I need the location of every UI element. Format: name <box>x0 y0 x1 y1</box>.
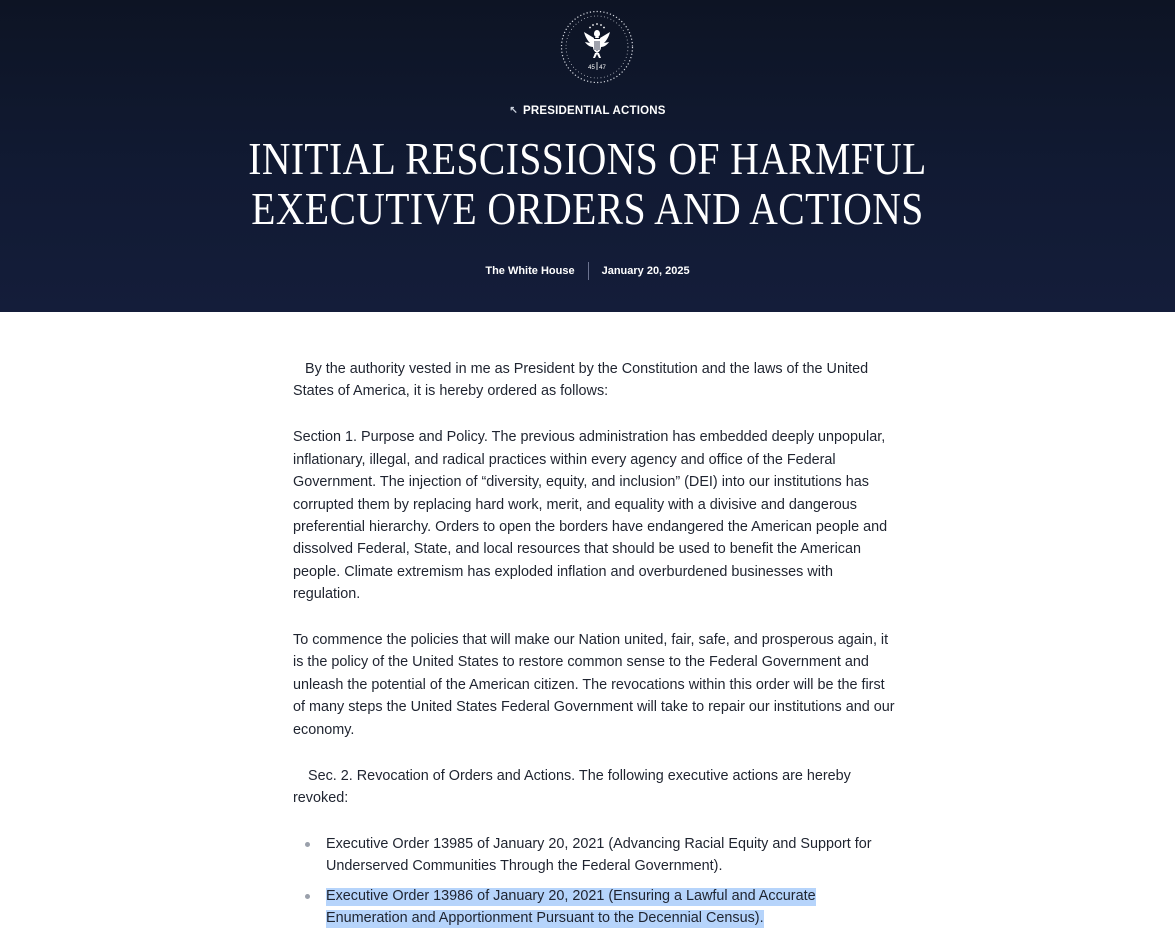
author-link[interactable]: The White House <box>485 265 575 277</box>
selected-list-item-text[interactable]: Executive Order 13986 of January 20, 2021 (Ensuring a Lawful and Accurate Enumeration and Apportionment Pursuant to the Decennial Census). <box>326 887 816 927</box>
category-label: PRESIDENTIAL ACTIONS <box>522 105 666 117</box>
list-item-text: Executive Order 13985 of January 20, 2021 (Advancing Racial Equity and Support for Underserved Communities Through the Federal Government). <box>326 835 872 875</box>
page-header <box>0 0 1175 312</box>
title-line-1: INITIAL RESCISSIONS OF HARMFUL <box>248 133 927 184</box>
publish-date: January 20, 2025 <box>601 265 690 277</box>
seal-number-left: 45 <box>588 65 595 71</box>
page-title <box>82 134 1093 234</box>
policy-paragraph: To commence the policies that will make our Nation united, fair, safe, and prosperous again, it is the policy of the United States to restore common sense to the Federal Government and unleash the potential of the American citizen. The revocations within this order will be the first of many steps the United States Federal Government will take to repair our institutions and our economy. <box>293 632 895 738</box>
revoked-orders-list <box>293 833 899 930</box>
section-1-paragraph: Section 1. Purpose and Policy. The previous administration has embedded deeply unpopular, inflationary, illegal, and radical practices within every agency and office of the Federal Government. The injection of “diversity, equity, and inclusion” (DEI) into our institutions has corrupted them by replacing hard work, merit, and equality with a divisive and dangerous preferential hierarchy. Orders to open the borders have endangered the American people and dissolved Federal, State, and local resources that should be used to benefit the American people. Climate extremism has exploded inflation and overburdened businesses with regulation. <box>293 429 888 603</box>
seal-number-right: 47 <box>599 65 606 71</box>
section-2-paragraph: Sec. 2. Revocation of Orders and Actions. The following executive actions are hereby revoked: <box>293 767 851 806</box>
list-item <box>326 833 899 878</box>
title-line-2: EXECUTIVE ORDERS AND ACTIONS <box>251 183 924 234</box>
arrow-up-left-icon: ↖ <box>509 105 518 116</box>
article-body <box>293 358 899 937</box>
preamble-paragraph: By the authority vested in me as President by the Constitution and the laws of the United States of America, it is hereby ordered as follows: <box>293 361 869 400</box>
presidential-seal-icon[interactable] <box>560 10 634 84</box>
category-link[interactable] <box>0 105 1175 117</box>
list-item <box>326 885 899 930</box>
byline <box>0 262 1175 280</box>
